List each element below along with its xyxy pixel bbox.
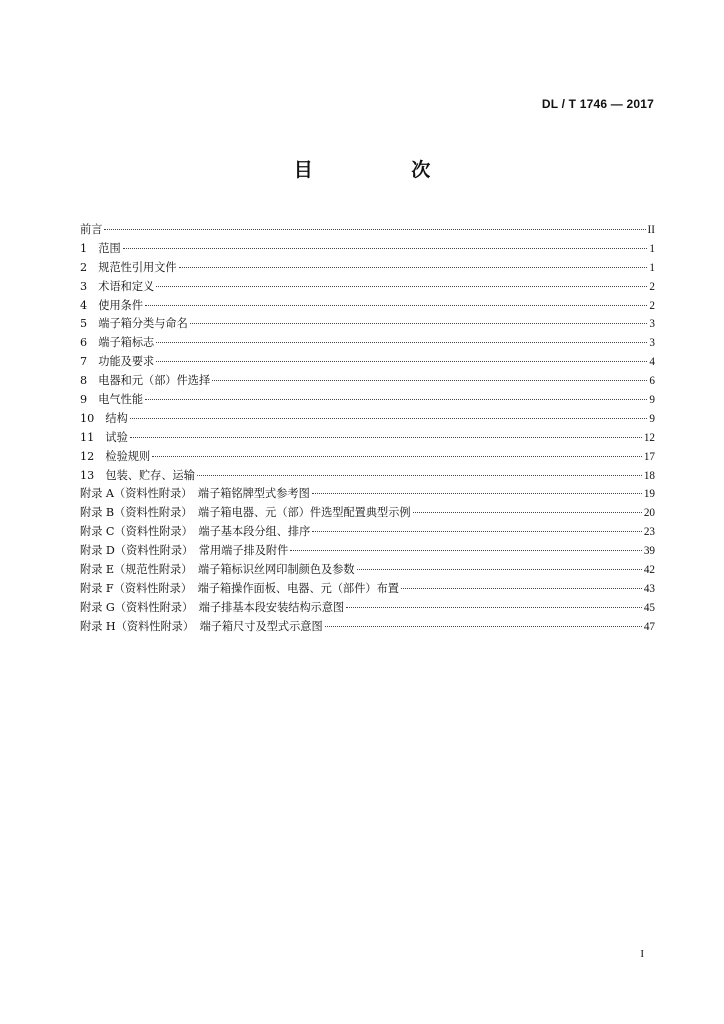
- toc-entry-page: 3: [649, 318, 655, 331]
- toc-entry-page: 9: [649, 412, 655, 425]
- toc-entry[interactable]: [80, 429, 655, 448]
- dot-leader: [123, 248, 648, 249]
- dot-leader: [190, 323, 648, 324]
- dot-leader: [104, 229, 645, 230]
- toc-entry-label: 附录 A（资料性附录） 端子箱铭牌型式参考图: [80, 487, 310, 501]
- toc-entry[interactable]: [80, 485, 655, 504]
- toc-entry[interactable]: [80, 599, 655, 618]
- table-of-contents: [80, 221, 655, 637]
- dot-leader: [312, 531, 642, 532]
- toc-entry-page: 18: [643, 469, 655, 482]
- toc-entry-label: 附录 H（资料性附录） 端子箱尺寸及型式示意图: [80, 619, 323, 633]
- toc-entry[interactable]: [80, 353, 655, 372]
- toc-entry-page: 47: [643, 620, 655, 633]
- toc-entry-label: 附录 D（资料性附录） 常用端子排及附件: [80, 544, 289, 558]
- toc-entry[interactable]: [80, 372, 655, 391]
- toc-entry-label: 附录 E（规范性附录） 端子箱标识丝网印制颜色及参数: [80, 563, 355, 577]
- toc-entry-label: 附录 B（资料性附录） 端子箱电器、元（部）件选型配置典型示例: [80, 506, 411, 520]
- toc-entry-page: 9: [649, 394, 655, 407]
- toc-entry[interactable]: [80, 467, 655, 486]
- toc-entry-label: 2 规范性引用文件: [80, 260, 177, 274]
- toc-title: 目 次: [293, 159, 477, 181]
- toc-entry-label: 10 结构: [80, 411, 128, 425]
- toc-entry-label: 1 范围: [80, 241, 121, 255]
- toc-entry-page: 12: [643, 431, 655, 444]
- dot-leader: [145, 399, 647, 400]
- dot-leader: [357, 569, 642, 570]
- toc-entry-label: 附录 G（资料性附录） 端子排基本段安装结构示意图: [80, 600, 345, 614]
- toc-entry-page: 20: [643, 507, 655, 520]
- toc-entry-label: 5 端子箱分类与命名: [80, 317, 188, 331]
- standard-code: DL / T 1746 — 2017: [541, 97, 654, 111]
- toc-entry-label: 前言: [80, 223, 103, 236]
- dot-leader: [212, 380, 647, 381]
- dot-leader: [145, 305, 647, 306]
- toc-entry-page: 1: [649, 242, 655, 255]
- toc-entry-label: 13 包装、贮存、运输: [80, 468, 195, 482]
- dot-leader: [152, 456, 642, 457]
- page-number: I: [640, 948, 644, 960]
- dot-leader: [413, 512, 642, 513]
- dot-leader: [130, 437, 642, 438]
- toc-entry-page: 23: [643, 526, 655, 539]
- toc-entry[interactable]: [80, 391, 655, 410]
- toc-entry[interactable]: [80, 315, 655, 334]
- toc-entry-label: 附录 F（资料性附录） 端子箱操作面板、电器、元（部件）布置: [80, 581, 399, 595]
- dot-leader: [156, 342, 647, 343]
- toc-entry-page: II: [647, 224, 655, 236]
- dot-leader: [156, 361, 647, 362]
- toc-entry[interactable]: [80, 618, 655, 637]
- toc-entry[interactable]: [80, 278, 655, 297]
- toc-entry[interactable]: [80, 504, 655, 523]
- toc-entry-label: 4 使用条件: [80, 298, 144, 312]
- dot-leader: [401, 588, 642, 589]
- toc-entry[interactable]: [80, 561, 655, 580]
- toc-entry[interactable]: [80, 334, 655, 353]
- toc-entry[interactable]: [80, 221, 655, 240]
- toc-entry-label: 9 电气性能: [80, 393, 144, 407]
- toc-entry[interactable]: [80, 448, 655, 467]
- toc-entry-page: 3: [649, 337, 655, 350]
- toc-entry-label: 12 检验规则: [80, 449, 151, 463]
- toc-entry[interactable]: [80, 523, 655, 542]
- dot-leader: [156, 286, 647, 287]
- dot-leader: [346, 607, 642, 608]
- dot-leader: [179, 267, 648, 268]
- toc-entry[interactable]: [80, 240, 655, 259]
- toc-entry[interactable]: [80, 580, 655, 599]
- dot-leader: [197, 475, 642, 476]
- toc-entry-page: 6: [649, 375, 655, 388]
- toc-entry-page: 39: [643, 545, 655, 558]
- dot-leader: [325, 626, 642, 627]
- toc-entry-page: 2: [649, 280, 655, 293]
- toc-entry-label: 7 功能及要求: [80, 355, 155, 369]
- toc-entry-page: 17: [643, 450, 655, 463]
- toc-entry[interactable]: [80, 410, 655, 429]
- toc-entry-label: 11 试验: [80, 430, 128, 444]
- toc-entry-label: 6 端子箱标志: [80, 336, 155, 350]
- toc-entry-page: 43: [643, 582, 655, 595]
- toc-entry-page: 19: [643, 488, 655, 501]
- dot-leader: [312, 493, 642, 494]
- toc-entry-label: 附录 C（资料性附录） 端子基本段分组、排序: [80, 525, 311, 539]
- dot-leader: [290, 550, 642, 551]
- toc-entry-label: 8 电器和元（部）件选择: [80, 374, 211, 388]
- toc-entry-page: 42: [643, 564, 655, 577]
- toc-entry-label: 3 术语和定义: [80, 279, 155, 293]
- dot-leader: [130, 418, 648, 419]
- toc-entry-page: 45: [643, 601, 655, 614]
- toc-entry-page: 1: [649, 261, 655, 274]
- toc-entry[interactable]: [80, 542, 655, 561]
- toc-entry[interactable]: [80, 297, 655, 316]
- toc-entry[interactable]: [80, 259, 655, 278]
- toc-entry-page: 4: [649, 356, 655, 369]
- toc-entry-page: 2: [649, 299, 655, 312]
